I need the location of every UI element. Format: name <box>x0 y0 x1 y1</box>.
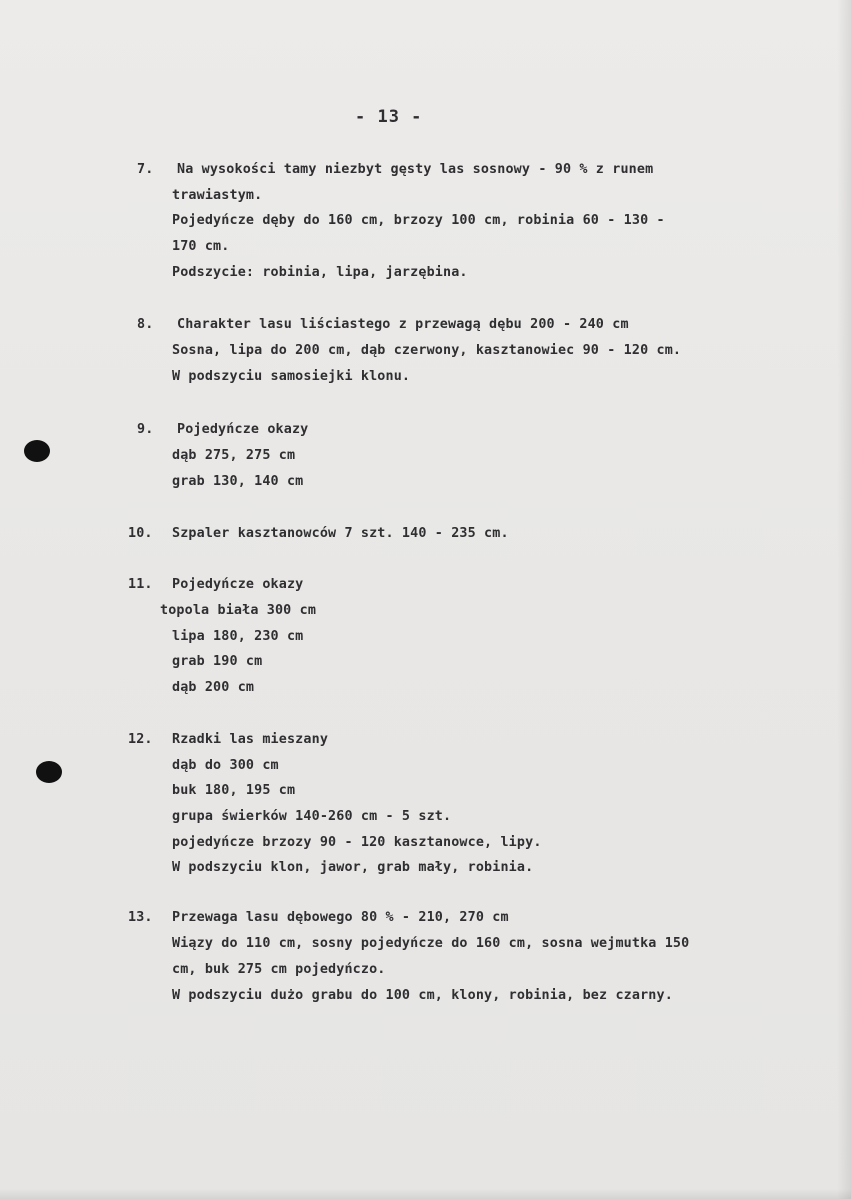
paper-edge-shadow-bottom <box>0 1189 851 1199</box>
item-12-line-1: 12. Rzadki las mieszany <box>128 730 328 750</box>
item-9-line-3: grab 130, 140 cm <box>172 474 304 489</box>
item-13-line-4: W podszyciu dużo grabu do 100 cm, klony, robinia, bez czarny. <box>172 988 673 1003</box>
binder-hole <box>24 440 50 462</box>
item-number: 13. <box>128 910 153 925</box>
page-number: - 13 - <box>355 107 423 127</box>
item-12-line-6: W podszyciu klon, jawor, grab mały, robinia. <box>172 860 534 875</box>
item-7-line-4: 170 cm. <box>172 239 230 254</box>
item-11-line-3: lipa 180, 230 cm <box>172 629 304 644</box>
item-12-line-5: pojedyńcze brzozy 90 - 120 kasztanowce, lipy. <box>172 835 542 850</box>
item-12-line-2: dąb do 300 cm <box>172 758 279 773</box>
item-7-line-1: 7. Na wysokości tamy niezbyt gęsty las sosnowy - 90 % z runem <box>137 160 653 180</box>
item-number: 12. <box>128 732 153 747</box>
item-12-line-3: buk 180, 195 cm <box>172 783 296 798</box>
binder-hole <box>36 761 62 783</box>
item-7-line-2: trawiastym. <box>172 188 263 203</box>
item-7-line-5: Podszycie: robinia, lipa, jarzębina. <box>172 265 468 280</box>
item-8-line-2: Sosna, lipa do 200 cm, dąb czerwony, kasztanowiec 90 - 120 cm. <box>172 343 682 358</box>
item-13-line-2: Wiązy do 110 cm, sosny pojedyńcze do 160 cm, sosna wejmutka 150 <box>172 936 690 951</box>
item-8-line-1: 8. Charakter lasu liściastego z przewagą dębu 200 - 240 cm <box>137 315 629 335</box>
item-9-line-1: 9. Pojedyńcze okazy <box>137 420 308 440</box>
item-9-line-2: dąb 275, 275 cm <box>172 448 296 463</box>
item-13-line-1: 13. Przewaga lasu dębowego 80 % - 210, 270 cm <box>128 908 509 928</box>
item-number: 9. <box>137 422 154 437</box>
item-10-line-1: 10. Szpaler kasztanowców 7 szt. 140 - 235 cm. <box>128 524 509 544</box>
item-12-line-4: grupa świerków 140-260 cm - 5 szt. <box>172 809 452 824</box>
item-number: 11. <box>128 577 153 592</box>
item-11-line-1: 11. Pojedyńcze okazy <box>128 575 303 595</box>
item-number: 8. <box>137 317 154 332</box>
item-11-line-5: dąb 200 cm <box>172 680 255 695</box>
item-number: 7. <box>137 162 154 177</box>
item-7-line-3: Pojedyńcze dęby do 160 cm, brzozy 100 cm, robinia 60 - 130 - <box>172 213 665 228</box>
item-11-line-2: topola biała 300 cm <box>160 603 317 618</box>
item-number: 10. <box>128 526 153 541</box>
item-11-line-4: grab 190 cm <box>172 654 263 669</box>
item-8-line-3: W podszyciu samosiejki klonu. <box>172 369 411 384</box>
paper-edge-shadow <box>837 0 851 1199</box>
item-13-line-3: cm, buk 275 cm pojedyńczo. <box>172 962 386 977</box>
